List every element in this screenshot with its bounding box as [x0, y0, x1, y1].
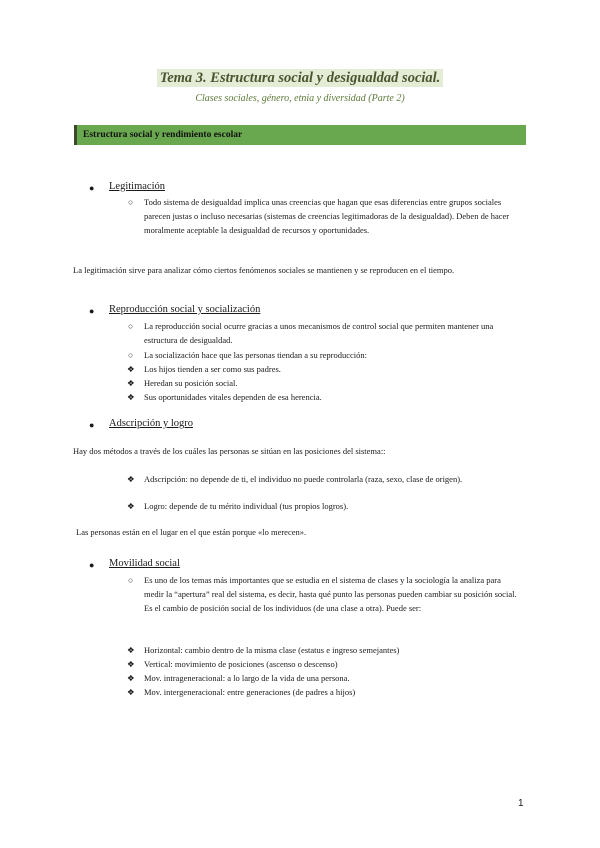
section-bar: Estructura social y rendimiento escolar	[74, 125, 526, 145]
diamond-bullet-icon: ❖	[127, 501, 135, 511]
diamond-bullet-icon: ❖	[127, 378, 135, 388]
diamond-bullet-icon: ❖	[127, 687, 135, 697]
adscripcion-item: Logro: depende de tu mérito individual (tus propios logros).	[144, 501, 349, 511]
bullet-icon: ●	[89, 306, 95, 316]
adscripcion-item: Adscripción: no depende de ti, el individuo no puede controlarla (raza, sexo, clase de origen).	[144, 474, 463, 484]
page-number: 1	[518, 798, 524, 809]
circle-bullet-icon: ○	[128, 350, 134, 360]
circle-bullet-icon: ○	[128, 321, 134, 331]
adscripcion-note: Las personas están en el lugar en el que están porque «lo merecen».	[76, 527, 307, 537]
movilidad-subitem: Mov. intrageneracional: a lo largo de la vida de una persona.	[144, 673, 350, 683]
movilidad-item: Es uno de los temas más importantes que se estudia en el sistema de clases y la sociología la analiza para medir la “apertura” real del sistema, es decir, hasta qué punto las personas pueden cambiar su posición social. Es el cambio de posición social de los individuos (de una clase a otra). Puede ser:	[144, 575, 517, 614]
document-subtitle: Clases sociales, género, etnia y diversidad (Parte 2)	[195, 93, 405, 104]
reproduccion-subitem: Los hijos tienden a ser como sus padres.	[144, 364, 281, 374]
movilidad-subitem: Mov. intergeneracional: entre generaciones (de padres a hijos)	[144, 687, 356, 697]
bullet-icon: ●	[89, 183, 95, 193]
movilidad-subitem: Horizontal: cambio dentro de la misma clase (estatus e ingreso semejantes)	[144, 645, 400, 655]
heading-movilidad: Movilidad social	[109, 558, 180, 569]
reproduccion-item: La socialización hace que las personas tiendan a su reproducción:	[144, 350, 368, 360]
adscripcion-intro: Hay dos métodos a través de los cuáles las personas se sitúan en las posiciones del sistema::	[73, 446, 386, 456]
reproduccion-subitem: Heredan su posición social.	[144, 378, 238, 388]
diamond-bullet-icon: ❖	[127, 474, 135, 484]
reproduccion-item: La reproducción social ocurre gracias a unos mecanismos de control social que permiten mantener una estructura de desigualdad.	[144, 321, 494, 346]
legitimacion-note: La legitimación sirve para analizar cómo ciertos fenómenos sociales se mantienen y se reproducen en el tiempo.	[73, 265, 455, 275]
heading-legitimacion: Legitimación	[109, 181, 165, 192]
diamond-bullet-icon: ❖	[127, 364, 135, 374]
movilidad-subitem: Vertical: movimiento de posiciones (ascenso o descenso)	[144, 659, 338, 669]
reproduccion-subitem: Sus oportunidades vitales dependen de esa herencia.	[144, 392, 322, 402]
circle-bullet-icon: ○	[128, 575, 134, 585]
heading-reproduccion: Reproducción social y socialización	[109, 304, 261, 315]
bullet-icon: ●	[89, 420, 95, 430]
diamond-bullet-icon: ❖	[127, 392, 135, 402]
title-text: Tema 3. Estructura social y desigualdad social.	[157, 69, 444, 87]
document-title	[0, 70, 600, 87]
circle-bullet-icon: ○	[128, 197, 134, 207]
diamond-bullet-icon: ❖	[127, 645, 135, 655]
heading-adscripcion: Adscripción y logro	[109, 418, 193, 429]
legitimacion-item: Todo sistema de desigualdad implica unas creencias que hagan que esas diferencias entre grupos sociales parecen justas o incluso necesarias (sistemas de creencias legitimadoras de la desigualdad). Deben de hacer moralmente aceptable la desigualdad de recursos y oportunidades.	[144, 197, 510, 236]
diamond-bullet-icon: ❖	[127, 673, 135, 683]
diamond-bullet-icon: ❖	[127, 659, 135, 669]
bullet-icon: ●	[89, 560, 95, 570]
